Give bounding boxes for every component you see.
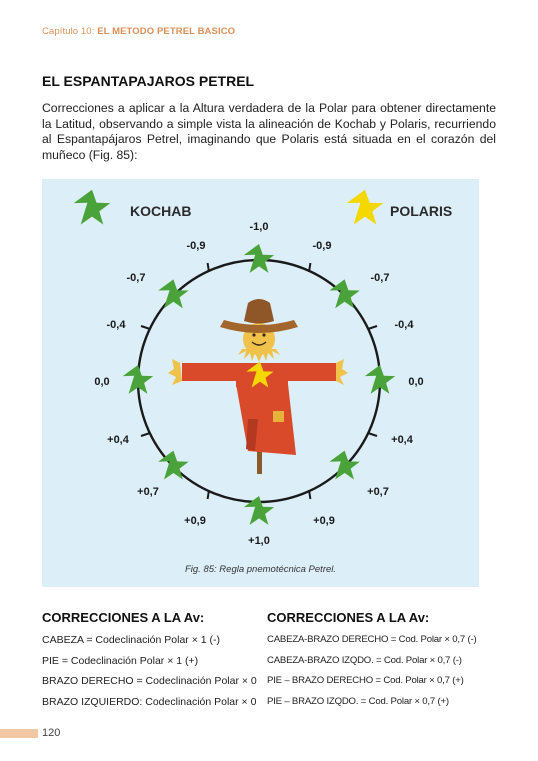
chapter-title: EL METODO PETREL BASICO xyxy=(97,26,236,37)
scarecrow-left-hand-straw xyxy=(168,359,182,385)
dial-label: +0,9 xyxy=(313,515,335,527)
section-title: EL ESPANTAPAJAROS PETREL xyxy=(42,73,255,89)
correction-item: CABEZA = Codeclinación Polar × 1 (-) xyxy=(42,634,220,646)
dial-label: +0,4 xyxy=(391,434,413,446)
running-head xyxy=(42,26,235,37)
tick-mark xyxy=(368,433,377,436)
correction-item: CABEZA-BRAZO IZQDO. = Cod. Polar × 0,7 (-) xyxy=(267,654,462,666)
star-top-left xyxy=(158,279,188,308)
dial-label: -0,7 xyxy=(370,272,390,284)
scarecrow-coat xyxy=(236,384,296,455)
dial-label: -0,4 xyxy=(106,319,126,331)
dial-label: -0,4 xyxy=(394,319,414,331)
dial-label: 0,0 xyxy=(94,376,110,388)
intro-paragraph: Correcciones a aplicar a la Altura verdadera de la Polar para obtener directamente la Latitud, observando a simple vista la alineación de Kochab y Polaris, recurriendo al Espantapájaros Petrel, imaginando que Polaris está situada en el corazón del muñeco (Fig. 85): xyxy=(42,101,496,162)
dial-label: -0,7 xyxy=(126,272,146,284)
scarecrow-hat-crown xyxy=(244,299,274,324)
corrections-right-list xyxy=(267,630,476,712)
scarecrow-eye xyxy=(262,333,265,336)
dial-label: 0,0 xyxy=(408,376,424,388)
scarecrow-patch xyxy=(273,411,284,422)
tick-mark xyxy=(208,490,209,499)
corrections-left-list xyxy=(42,630,257,712)
tick-mark xyxy=(309,490,310,499)
correction-item: BRAZO IZQUIERDO: Codeclinación Polar × 0 xyxy=(42,695,257,708)
polaris-star-icon xyxy=(347,190,383,225)
dial-label: +1,0 xyxy=(248,535,270,547)
correction-item: BRAZO DERECHO = Codeclinación Polar × 0 xyxy=(42,675,257,687)
polaris-label: POLARIS xyxy=(390,203,453,219)
corrections-left-heading: CORRECCIONES A LA Av: xyxy=(42,610,205,625)
tick-mark xyxy=(141,326,150,329)
dial-label: +0,7 xyxy=(367,486,389,498)
figure-caption: Fig. 85: Regla pnemotécnica Petrel. xyxy=(184,564,337,575)
dial-label: -1,0 xyxy=(249,221,269,233)
page-number: 120 xyxy=(42,727,61,739)
scarecrow-right-hand-straw xyxy=(336,359,348,385)
star-top xyxy=(244,244,274,273)
dial-label: -0,9 xyxy=(186,240,206,252)
scarecrow-illustration xyxy=(168,299,348,474)
corrections-right-heading: CORRECCIONES A LA Av: xyxy=(267,610,430,625)
star-top-right xyxy=(329,279,359,308)
correction-item: PIE = Codeclinación Polar × 1 (+) xyxy=(42,654,199,667)
kochab-star-icon xyxy=(74,190,110,225)
figure-85 xyxy=(42,179,479,587)
correction-item: PIE – BRAZO IZQDO. = Cod. Polar × 0,7 (+) xyxy=(267,695,449,707)
tick-mark xyxy=(141,433,150,436)
dial-label: +0,7 xyxy=(137,486,159,498)
correction-item: CABEZA-BRAZO DERECHO = Cod. Polar × 0,7 (-) xyxy=(267,634,477,645)
scarecrow-diagram xyxy=(42,179,479,587)
dial-label: +0,4 xyxy=(107,434,129,446)
tick-mark xyxy=(368,326,377,329)
page-number-bar xyxy=(0,729,38,738)
scarecrow-eye xyxy=(252,333,255,336)
dial-label: +0,9 xyxy=(184,515,206,527)
tick-mark xyxy=(309,263,310,272)
kochab-label: KOCHAB xyxy=(130,203,192,219)
correction-item: PIE – BRAZO DERECHO = Cod. Polar × 0,7 (+) xyxy=(267,675,464,686)
dial-label: -0,9 xyxy=(312,240,332,252)
tick-mark xyxy=(208,263,209,272)
chapter-label: Capítulo 10: xyxy=(42,26,95,37)
